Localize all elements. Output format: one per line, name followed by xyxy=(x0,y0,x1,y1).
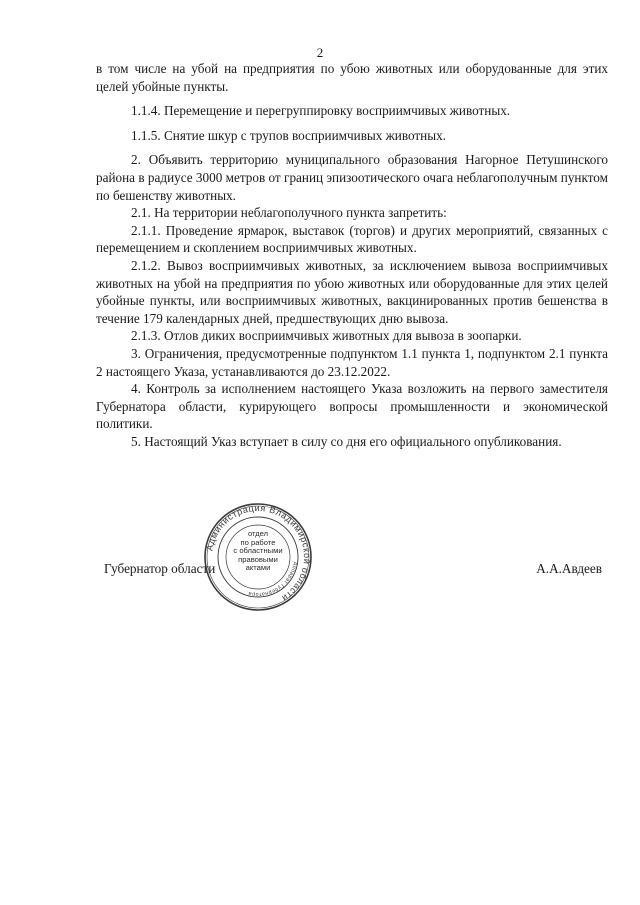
page-number: 2 xyxy=(316,45,324,60)
paragraph-continuation: в том числе на убой на предприятия по убою животных или оборудованные для этих целей убойные пункты. xyxy=(96,61,608,94)
signature-title: Губернатор области xyxy=(104,561,216,576)
seal-ring-text: Администрация Владимирской области xyxy=(204,502,313,604)
paragraph-4: 4. Контроль за исполнением настоящего Указа возложить на первого заместителя Губернатора области, курирующего вопросы промышленности и экономической политики. xyxy=(96,381,608,432)
seal-line: отдел xyxy=(247,529,269,538)
seal-inner-ring-text: Аппарат Губернатора xyxy=(247,561,298,598)
official-seal xyxy=(203,502,313,612)
paragraph-3: 3. Ограничения, предусмотренные подпунктом 1.1 пункта 1, подпунктом 2.1 пункта 2 настоящего Указа, устанавливаются до 23.12.2022. xyxy=(96,345,608,379)
seal-center-text xyxy=(229,530,287,573)
seal-line: с областными xyxy=(233,546,283,556)
paragraph-2-1-1: 2.1.1. Проведение ярмарок, выставок (торгов) и других мероприятий, связанных с перемещением и скоплением восприимчивых животных. xyxy=(96,222,608,256)
signature-name: А.А.Авдеев xyxy=(536,561,602,576)
paragraph-2: 2. Объявить территорию муниципального образования Нагорное Петушинского района в радиусе 3000 метров от границ эпизоотического очага неблагополучным пунктом по бешенству животных. xyxy=(96,152,608,203)
paragraph-5: 5. Настоящий Указ вступает в силу со дня его официального опубликования. xyxy=(131,433,562,449)
seal-line: по работе xyxy=(240,537,276,547)
document-body xyxy=(96,61,608,450)
paragraph-2-1-3: 2.1.3. Отлов диких восприимчивых животных для вывоза в зоопарки. xyxy=(131,328,522,344)
paragraph-2-1-2: 2.1.2. Вывоз восприимчивых животных, за исключением вывоза восприимчивых животных на убой на предприятия по убою животных или оборудованные для этих целей убойные пункты, или восприимчивых животных, вакцинированных против бешенства в течение 179 календарных дней, предшествующих дню вывоза. xyxy=(96,257,608,326)
paragraph-1-1-4: 1.1.4. Перемещение и перегруппировку восприимчивых животных. xyxy=(131,103,511,119)
paragraph-2-1: 2.1. На территории неблагополучного пункта запретить: xyxy=(131,205,447,221)
seal-line: правовыми xyxy=(238,554,278,564)
seal-line: актами xyxy=(245,563,271,573)
paragraph-1-1-5: 1.1.5. Снятие шкур с трупов восприимчивых животных. xyxy=(131,127,446,143)
